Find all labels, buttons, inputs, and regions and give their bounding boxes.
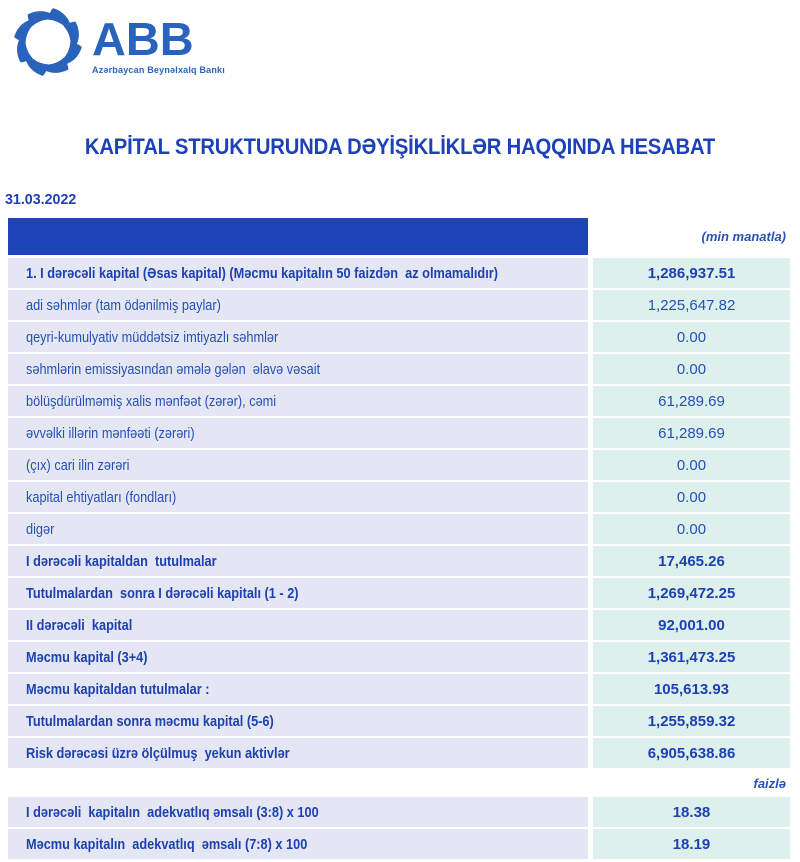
row-value: 1,269,472.25	[593, 578, 790, 608]
table-header	[8, 218, 790, 255]
row-label-text: bölüşdürülməmiş xalis mənfəət (zərər), cəmi	[26, 392, 277, 410]
row-value: 61,289.69	[593, 386, 790, 416]
row-label-text: adi səhmlər (tam ödənilmiş paylar)	[26, 296, 221, 314]
table-row	[8, 706, 790, 736]
row-label-text: Məcmu kapitaldan tutulmalar :	[26, 680, 210, 698]
row-label	[8, 738, 588, 768]
table-row	[8, 738, 790, 768]
row-label-text: kapital ehtiyatları (fondları)	[26, 488, 177, 506]
row-label	[8, 514, 588, 544]
row-value: 0.00	[593, 482, 790, 512]
row-label	[8, 829, 588, 859]
percent-unit-row	[8, 773, 790, 793]
row-value: 18.19	[593, 829, 790, 859]
row-value: 1,255,859.32	[593, 706, 790, 736]
row-value: 0.00	[593, 322, 790, 352]
row-label-text: 1. I dərəcəli kapital (Əsas kapital) (Məcmu kapitalın 50 faizdən az olmamalıdır)	[26, 264, 498, 282]
table-row	[8, 290, 790, 320]
row-label	[8, 258, 588, 288]
unit-note-min-manatla: (min manatla)	[701, 229, 786, 244]
row-label	[8, 386, 588, 416]
row-value: 1,286,937.51	[593, 258, 790, 288]
abb-pinwheel-icon	[12, 6, 84, 78]
row-label-text: digər	[26, 520, 55, 538]
row-label-text: I dərəcəli kapitaldan tutulmalar	[26, 552, 217, 570]
table-row	[8, 514, 790, 544]
row-label-text: II dərəcəli kapital	[26, 616, 133, 634]
table-row	[8, 258, 790, 288]
row-label-text: Tutulmalardan sonra məcmu kapital (5-6)	[26, 712, 274, 730]
capital-structure-table	[8, 218, 790, 770]
row-label	[8, 290, 588, 320]
row-label	[8, 450, 588, 480]
abb-logo	[12, 6, 225, 78]
row-value: 0.00	[593, 450, 790, 480]
row-label	[8, 610, 588, 640]
row-value: 18.38	[593, 797, 790, 827]
table-row	[8, 642, 790, 672]
row-label	[8, 546, 588, 576]
row-value: 17,465.26	[593, 546, 790, 576]
row-label	[8, 578, 588, 608]
row-label-text: I dərəcəli kapitalın adekvatlıq əmsalı (3:8) x 100	[26, 803, 319, 821]
table-header-unit	[588, 218, 790, 255]
row-label	[8, 797, 588, 827]
logo-subtitle: Azərbaycan Beynəlxalq Bankı	[92, 64, 225, 75]
table-header-bar	[8, 218, 588, 255]
ratio-rows	[8, 797, 790, 859]
row-label	[8, 642, 588, 672]
table-row	[8, 797, 790, 827]
table-row	[8, 450, 790, 480]
table-row	[8, 354, 790, 384]
row-value: 92,001.00	[593, 610, 790, 640]
row-value: 61,289.69	[593, 418, 790, 448]
row-value: 1,225,647.82	[593, 290, 790, 320]
logo-wordmark: ABB	[92, 13, 194, 65]
unit-note-faizle: faizlə	[753, 775, 786, 791]
row-label	[8, 418, 588, 448]
table-row	[8, 386, 790, 416]
table-row	[8, 578, 790, 608]
row-label-text: əvvəlki illərin mənfəəti (zərəri)	[26, 424, 195, 442]
row-label-text: səhmlərin emissiyasından əmələ gələn əlavə vəsait	[26, 360, 321, 378]
row-label-text: Tutulmalardan sonra I dərəcəli kapitalı (1 - 2)	[26, 584, 299, 602]
adequacy-ratio-table	[8, 797, 790, 861]
report-date: 31.03.2022	[5, 191, 77, 208]
row-label	[8, 354, 588, 384]
table-row	[8, 829, 790, 859]
row-value: 0.00	[593, 354, 790, 384]
row-label	[8, 674, 588, 704]
table-row	[8, 418, 790, 448]
row-label-text: Risk dərəcəsi üzrə ölçülmuş yekun aktivlər	[26, 744, 290, 762]
row-label-text: Məcmu kapitalın adekvatlıq əmsalı (7:8) x 100	[26, 835, 308, 853]
row-label	[8, 322, 588, 352]
row-value: 105,613.93	[593, 674, 790, 704]
row-label	[8, 706, 588, 736]
capital-rows	[8, 258, 790, 768]
row-label-text: Məcmu kapital (3+4)	[26, 648, 148, 666]
row-label-text: (çıx) cari ilin zərəri	[26, 456, 130, 474]
row-value: 6,905,638.86	[593, 738, 790, 768]
table-row	[8, 674, 790, 704]
row-value: 0.00	[593, 514, 790, 544]
table-row	[8, 610, 790, 640]
table-row	[8, 322, 790, 352]
row-label	[8, 482, 588, 512]
table-row	[8, 546, 790, 576]
table-row	[8, 482, 790, 512]
row-value: 1,361,473.25	[593, 642, 790, 672]
page-title: KAPİTAL STRUKTURUNDA DƏYİŞİKLİKLƏR HAQQINDA HESABAT	[84, 134, 716, 159]
row-label-text: qeyri-kumulyativ müddətsiz imtiyazlı səhmlər	[26, 328, 279, 346]
